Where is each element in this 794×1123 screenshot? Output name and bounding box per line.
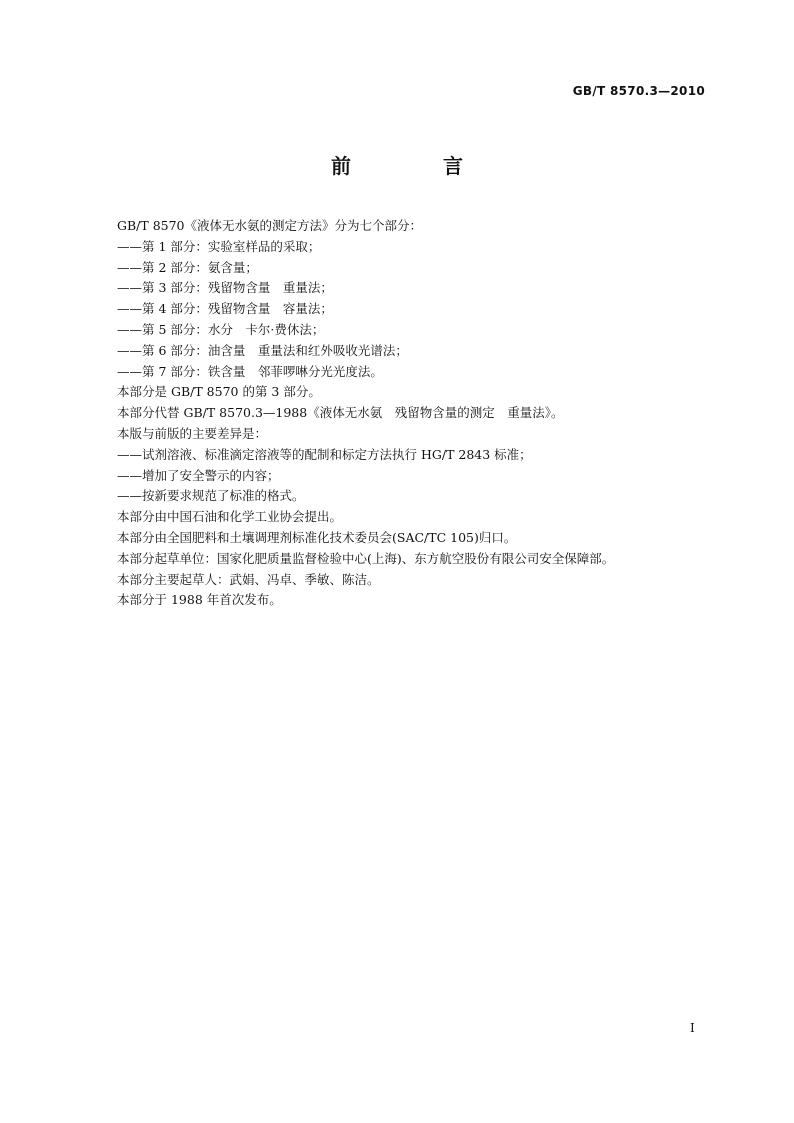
foreword-line: 本部分于 1988 年首次发布。 bbox=[117, 592, 282, 608]
standard-number: GB/T 8570.3—2010 bbox=[572, 84, 705, 98]
foreword-line: ——第 5 部分：水分 卡尔·费休法； bbox=[117, 321, 325, 337]
foreword-line: ——试剂溶液、标准滴定溶液等的配制和标定方法执行 HG/T 2843 标准； bbox=[117, 446, 532, 462]
foreword-line: 本版与前版的主要差异是： bbox=[117, 425, 268, 441]
foreword-line: ——第 4 部分：残留物含量 容量法； bbox=[117, 301, 333, 317]
foreword-line: ——第 3 部分：残留物含量 重量法； bbox=[117, 280, 333, 296]
page-number: I bbox=[690, 1021, 695, 1035]
foreword-line: ——按新要求规范了标准的格式。 bbox=[117, 488, 305, 504]
foreword-line: ——第 1 部分：实验室样品的采取； bbox=[117, 238, 321, 254]
foreword-line: ——第 7 部分：铁含量 邻菲啰啉分光光度法。 bbox=[117, 363, 383, 379]
foreword-line: 本部分是 GB/T 8570 的第 3 部分。 bbox=[117, 384, 321, 400]
foreword-line: 本部分由中国石油和化学工业协会提出。 bbox=[117, 509, 343, 525]
foreword-line: 本部分代替 GB/T 8570.3—1988《液体无水氨 残留物含量的测定 重量法》。 bbox=[117, 405, 564, 421]
foreword-line: GB/T 8570《液体无水氨的测定方法》分为七个部分： bbox=[117, 218, 423, 233]
foreword-line: ——第 6 部分：油含量 重量法和红外吸收光谱法； bbox=[117, 342, 408, 358]
foreword-body bbox=[117, 216, 717, 611]
foreword-line: 本部分主要起草人：武娟、冯卓、季敏、陈洁。 bbox=[117, 571, 380, 587]
page-title: 前 言 bbox=[331, 154, 499, 178]
foreword-line: ——第 2 部分：氨含量； bbox=[117, 259, 258, 275]
foreword-line: 本部分起草单位：国家化肥质量监督检验中心(上海)、东方航空股份有限公司安全保障部。 bbox=[117, 550, 615, 566]
foreword-line: ——增加了安全警示的内容； bbox=[117, 467, 280, 483]
foreword-line: 本部分由全国肥料和土壤调理剂标准化技术委员会(SAC/TC 105)归口。 bbox=[117, 529, 517, 545]
